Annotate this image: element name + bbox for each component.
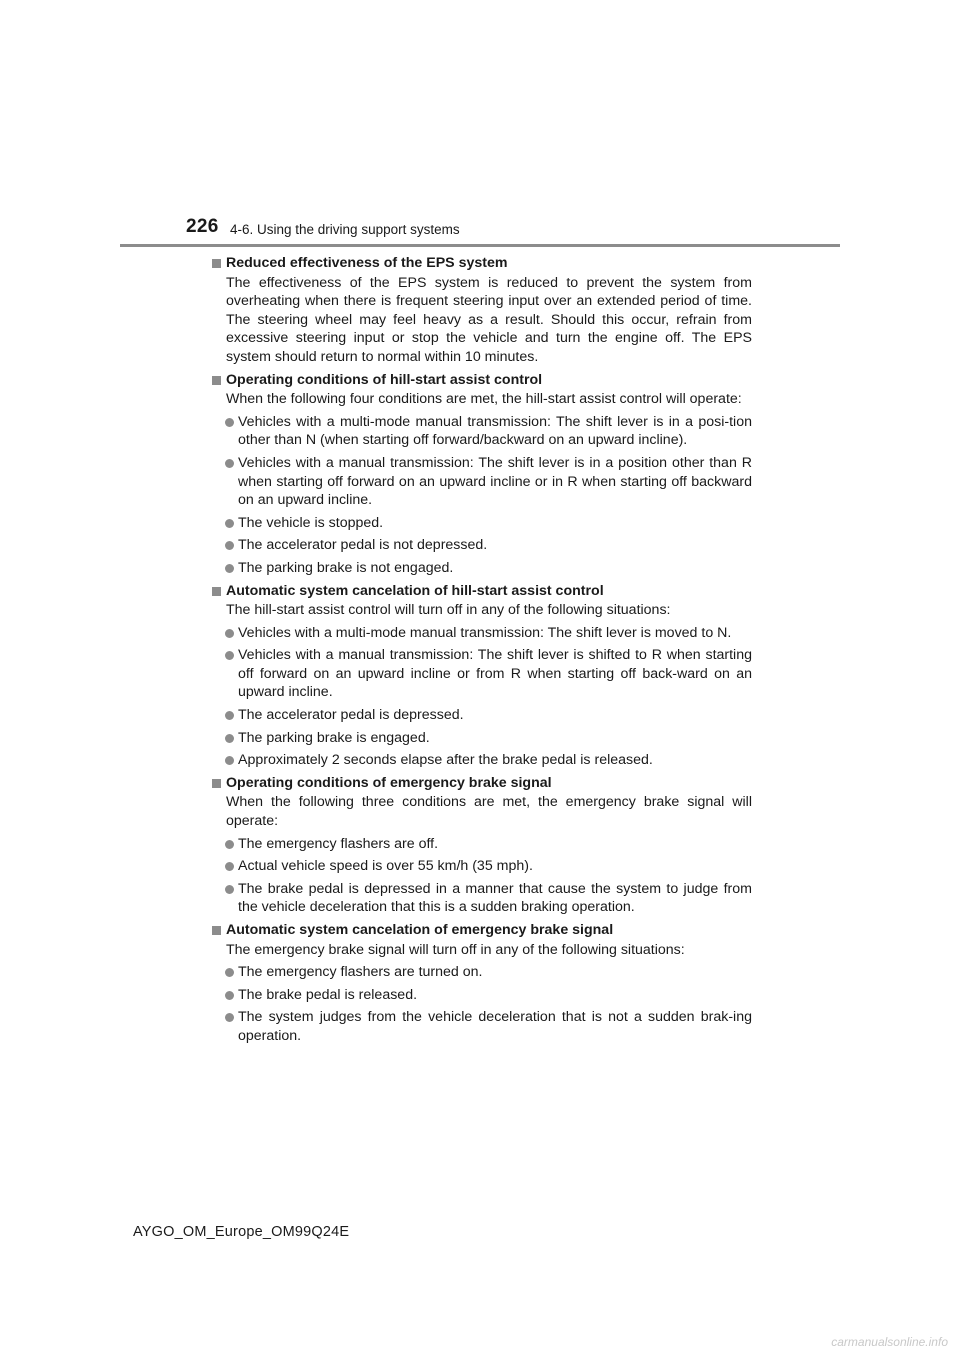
list-item [212, 559, 752, 578]
section-heading-text: Reduced effectiveness of the EPS system [226, 255, 508, 271]
list-item-text: Vehicles with a manual transmission: The shift lever is shifted to R when starting off forward on an upward incline or from R when starting off back-ward on an upward incline. [238, 647, 752, 701]
section-hill-start-cancelation [212, 582, 752, 770]
list-item [212, 646, 752, 702]
section-paragraph: The emergency brake signal will turn off in any of the following situations: [226, 941, 685, 958]
list-item [212, 835, 752, 854]
page-number: 226 [186, 216, 219, 237]
square-bullet-icon [212, 259, 221, 268]
circle-bullet-icon [225, 734, 234, 743]
circle-bullet-icon [225, 885, 234, 894]
section-heading [212, 921, 752, 940]
circle-bullet-icon [225, 564, 234, 573]
circle-bullet-icon [225, 991, 234, 1000]
list-item [212, 536, 752, 555]
list-item [212, 880, 752, 917]
section-heading-text: Automatic system cancelation of emergency brake signal [226, 922, 614, 938]
list-item-text: Vehicles with a multi-mode manual transmission: The shift lever is in a posi-tion other than N (when starting off forward/backward on an upward incline). [238, 413, 752, 449]
section-hill-start-conditions [212, 371, 752, 578]
list-item [212, 706, 752, 725]
square-bullet-icon [212, 779, 221, 788]
section-paragraph: When the following four conditions are met, the hill-start assist control will operate: [226, 391, 742, 408]
section-heading [212, 582, 752, 601]
list-item [212, 624, 752, 643]
section-emergency-brake-cancelation [212, 921, 752, 1046]
section-eps [212, 254, 752, 367]
list-item-text: Vehicles with a manual transmission: The shift lever is in a position other than R when starting off forward on an upward incline or in R when starting off backward on an upward incline. [238, 454, 752, 509]
watermark: carmanualsonline.info [831, 1335, 948, 1349]
section-paragraph: When the following three conditions are met, the emergency brake signal will operate: [226, 794, 752, 830]
circle-bullet-icon [225, 862, 234, 871]
section-heading [212, 774, 752, 793]
list-item-text: The accelerator pedal is not depressed. [238, 537, 488, 554]
page-header [0, 0, 960, 280]
circle-bullet-icon [225, 756, 234, 765]
list-item [212, 963, 752, 982]
section-heading [212, 254, 752, 273]
list-item-text: The emergency flashers are off. [238, 835, 439, 852]
list-item-text: Approximately 2 seconds elapse after the brake pedal is released. [238, 752, 653, 769]
circle-bullet-icon [225, 1013, 234, 1022]
circle-bullet-icon [225, 541, 234, 550]
section-emergency-brake-conditions [212, 774, 752, 917]
square-bullet-icon [212, 926, 221, 935]
list-item-text: The brake pedal is depressed in a manner that cause the system to judge from the vehicle deceleration that this is a sudden braking operation. [238, 880, 752, 916]
circle-bullet-icon [225, 459, 234, 468]
list-item [212, 986, 752, 1005]
section-title: 4-6. Using the driving support systems [230, 222, 460, 237]
header-divider [120, 244, 840, 247]
list-item-text: The emergency flashers are turned on. [238, 964, 483, 981]
document-code: AYGO_OM_Europe_OM99Q24E [133, 1224, 350, 1240]
square-bullet-icon [212, 587, 221, 596]
main-content [212, 254, 752, 1050]
circle-bullet-icon [225, 519, 234, 528]
list-item-text: The vehicle is stopped. [238, 514, 384, 531]
square-bullet-icon [212, 376, 221, 385]
circle-bullet-icon [225, 711, 234, 720]
section-paragraph: The hill-start assist control will turn off in any of the following situations: [226, 602, 671, 619]
list-item [212, 1008, 752, 1045]
list-item [212, 857, 752, 876]
section-heading-text: Operating conditions of hill-start assist control [226, 371, 543, 388]
circle-bullet-icon [225, 651, 234, 660]
circle-bullet-icon [225, 629, 234, 638]
list-item-text: The parking brake is engaged. [238, 729, 430, 746]
list-item-text: The parking brake is not engaged. [238, 559, 454, 576]
list-item-text: The accelerator pedal is depressed. [238, 707, 464, 724]
circle-bullet-icon [225, 418, 234, 427]
list-item [212, 454, 752, 510]
section-heading-text: Automatic system cancelation of hill-start assist control [226, 582, 604, 599]
circle-bullet-icon [225, 968, 234, 977]
list-item-text: Actual vehicle speed is over 55 km/h (35 mph). [238, 858, 533, 875]
list-item-text: The system judges from the vehicle deceleration that is not a sudden brak-ing operation. [238, 1009, 752, 1044]
section-heading-text: Operating conditions of emergency brake signal [226, 774, 552, 791]
section-heading [212, 371, 752, 390]
list-item [212, 413, 752, 450]
circle-bullet-icon [225, 840, 234, 849]
list-item [212, 751, 752, 770]
list-item [212, 514, 752, 533]
list-item-text: The brake pedal is released. [238, 986, 418, 1003]
list-item [212, 729, 752, 748]
section-paragraph: The effectiveness of the EPS system is reduced to prevent the system from overheating when there is frequent steering input over an extended period of time. The steering wheel may feel heavy as a result. Should this occur, refrain from excessive steering input or stop the vehicle and turn the engine off. The EPS system should return to normal within 10 minutes. [226, 274, 752, 365]
list-item-text: Vehicles with a multi-mode manual transmission: The shift lever is moved to N. [238, 624, 732, 641]
